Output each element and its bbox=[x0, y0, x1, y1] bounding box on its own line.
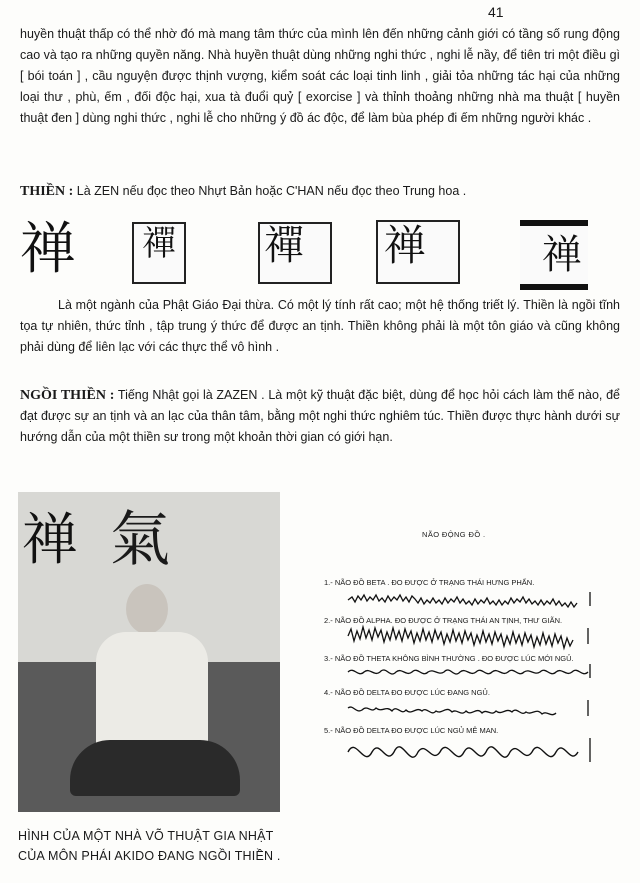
eeg-wave-beta bbox=[348, 595, 577, 607]
eeg-label-beta: 1.- NÃO ĐỒ BETA . ĐO ĐƯỢC Ở TRẠNG THÁI HƯNG PHẤN. bbox=[324, 578, 535, 587]
zen-kanji-row bbox=[20, 217, 630, 285]
thien-text: Là ZEN nếu đọc theo Nhựt Bản hoặc C'HAN nếu đọc theo Trung hoa . bbox=[73, 184, 467, 198]
eeg-diagram bbox=[318, 530, 618, 780]
eeg-wave-alpha bbox=[348, 627, 573, 648]
caption-line-1: HÌNH CỦA MỘT NHÀ VÕ THUẬT GIA NHẬT bbox=[18, 829, 274, 843]
eeg-waves bbox=[318, 530, 618, 780]
eeg-wave-delta-deep bbox=[348, 747, 578, 757]
eeg-wave-theta bbox=[348, 670, 588, 674]
eeg-label-delta-deep: 5.- NÃO ĐỒ DELTA ĐO ĐƯỢC LÚC NGỦ MÊ MAN. bbox=[324, 726, 499, 735]
thien-definition bbox=[20, 181, 620, 202]
eeg-label-alpha: 2.- NÃO ĐỒ ALPHA. ĐO ĐƯỢC Ở TRẠNG THÁI AN TỊNH, THƯ GIÃN. bbox=[324, 616, 563, 625]
zazen-text: Tiếng Nhật gọi là ZAZEN . Là một kỹ thuật đặc biệt, dùng để học hỏi cách làm thế nào, để đạt được sự an tịnh và an lạc của thân tâm, bằng một nghi thức nghiêm túc. Thiền được thực hành dưới sự hướng dẫn của một thiền sư trong một khoản thời gian có giới hạn. bbox=[20, 388, 621, 444]
caption-line-2: CỦA MÔN PHÁI AKIDO ĐANG NGỒI THIỀN . bbox=[18, 849, 281, 863]
thien-term: THIỀN : bbox=[20, 184, 74, 199]
zen-kanji-plain: 禅 bbox=[20, 217, 76, 282]
zen-kanji-seal-2: 禪 bbox=[258, 222, 332, 284]
eeg-scale-marks bbox=[588, 592, 590, 762]
eeg-label-theta: 3.- NÃO ĐỒ THETA KHÔNG BÌNH THƯỜNG . ĐO ĐƯỢC LÚC MỚI NGỦ. bbox=[324, 654, 574, 663]
master-hakama bbox=[70, 740, 240, 796]
eeg-label-delta-sleep: 4.- NÃO ĐỒ DELTA ĐO ĐƯỢC LÚC ĐANG NGỦ. bbox=[324, 688, 490, 697]
master-head bbox=[126, 584, 168, 634]
eeg-wave-delta-sleep bbox=[348, 707, 556, 715]
photo-calligraphy-zen: 禅 bbox=[22, 508, 78, 573]
intro-paragraph: huyền thuật thấp có thể nhờ đó mà mang tâm thức của mình lên đến những cảnh giới có tầng số rung động cao và tạo ra những quyền năng. Nhà huyền thuật dùng những nghi thức , nghi lễ nầy, để tiên tri một điều gì [ bói toán ] , cầu nguyện được thịnh vượng, kiểm soát các loại tinh linh , giải tỏa những tác hại của những loại thư , phù, ếm , đối độc hại, xua tà đuổi quỷ [ exorcise ] và thỉnh thoảng những nhà ma thuật [ huyền thuật đen ] dùng nghi thức , nghi lễ cho những ý đồ ác độc, để làm bùa phép đi ếm những người khác . bbox=[20, 27, 620, 125]
zen-kanji-seal-3: 禅 bbox=[376, 220, 460, 284]
zazen-definition bbox=[20, 385, 620, 448]
page-number: 41 bbox=[488, 4, 504, 20]
zazen-term: NGỒI THIỀN : bbox=[20, 388, 115, 403]
photo-calligraphy-ki: 氣 bbox=[110, 505, 170, 575]
eeg-title: NÃO ĐỘNG ĐỒ . bbox=[422, 530, 486, 539]
meditating-master-photo bbox=[18, 492, 280, 812]
zen-kanji-seal-4: 禅 bbox=[520, 220, 588, 290]
photo-caption bbox=[18, 826, 338, 866]
zen-kanji-seal-1: 禪 bbox=[132, 222, 186, 284]
zen-description: Là một ngành của Phật Giáo Đại thừa. Có một lý tính rất cao; một hệ thống triết lý. Thiền là ngồi tĩnh tọa tự nhiên, thức tỉnh , tập trung ý thức để được an tịnh. Thiền không phải là một tôn giáo và cũng không phải dùng để liên lạc với các thực thể vô hình . bbox=[20, 298, 620, 354]
